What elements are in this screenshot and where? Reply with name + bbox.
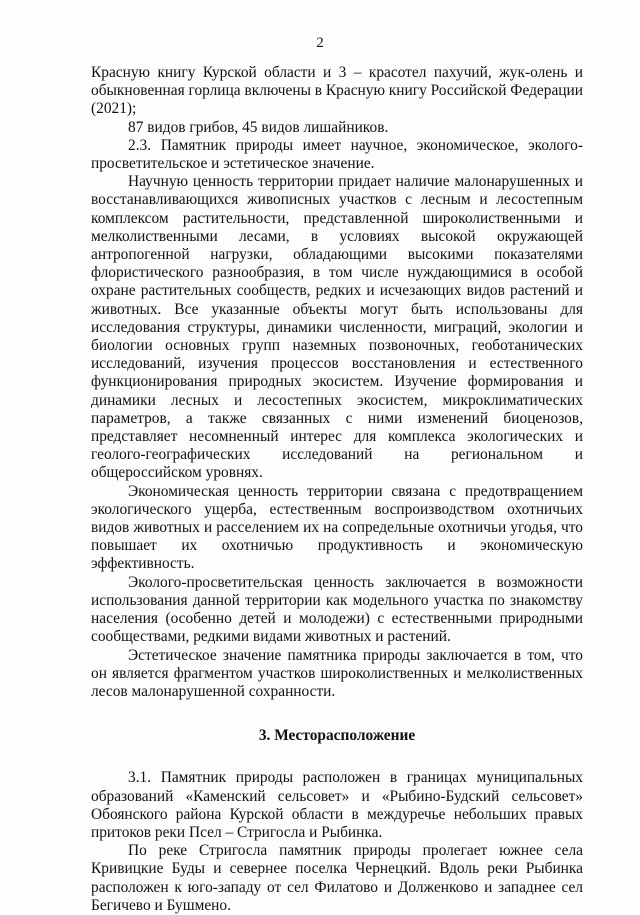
document-body — [91, 64, 583, 915]
paragraph-location-boundaries: 3.1. Памятник природы расположен в границах муниципальных образований «Каменский сельсовет» и «Рыбино-Будский сельсовет» Обоянского района Курской области в междуречье небольших правых притоков реки Псел – Стригосла и Рыбинка. — [91, 769, 583, 841]
page-number: 2 — [316, 35, 324, 51]
paragraph-aesthetic-value: Эстетическое значение памятника природы заключается в том, что он является фрагментом участков широколиственных и мелколиственных лесов малонарушенной сохранности. — [91, 646, 583, 700]
section-heading: 3. Месторасположение — [258, 727, 416, 745]
paragraph-fungi-lichens: 87 видов грибов, 45 видов лишайников. — [128, 118, 389, 136]
paragraph-significance: 2.3. Памятник природы имеет научное, экономическое, эколого-просветительское и эстетическое значение. — [91, 136, 583, 173]
paragraph-location-rivers: По реке Стригосла памятник природы пролегает южнее села Кривицкие Буды и севернее поселка Чернецкий. Вдоль реки Рыбинка расположен к юго-западу от сел Филатово и Долженково и западнее сел Бегичево и Бушмено. — [91, 842, 583, 914]
paragraph-economic-value: Экономическая ценность территории связана с предотвращением экологического ущерба, естественным воспроизводством охотничьих видов животных и расселением их на сопредельные охотничьи угодья, что повышает их охотничью продуктивность и экономическую эффективность. — [91, 482, 583, 573]
paragraph-red-book: Красную книгу Курской области и 3 – красотел пахучий, жук-олень и обыкновенная горлица включены в Красную книгу Российской Федерации (2021); — [91, 64, 583, 118]
paragraph-scientific-value: Научную ценность территории придает наличие малонарушенных и восстанавливающихся живописных участков с лесным и лесостепным комплексом растительности, представленной широколиственными и мелколиственными лесами, в условиях высокой окружающей антропогенной нагрузки, обладающими высокими показателями флористического разнообразия, в том числе нуждающимися в особой охране растительных сообществ, редких и исчезающих видов растений и животных. Все указанные объекты могут быть использованы для исследования структуры, динамики численности, миграций, экологии и биологии основных групп наземных позвоночных, геоботанических исследований, изучения процессов восстановления и естественного функционирования природных экосистем. Изучение формирования и динамики лесных и лесостепных экосистем, микроклиматических параметров, а также связанных с ними изменений биоценозов, представляет несомненный интерес для комплекса экологических и геолого-географических исследований на региональном и общероссийском уровнях. — [91, 173, 583, 482]
paragraph-educational-value: Эколого-просветительская ценность заключается в возможности использования данной территории как модельного участка по знакомству населения (особенно детей и молодежи) с естественными природными сообществами, редкими видами животных и растений. — [91, 573, 583, 646]
